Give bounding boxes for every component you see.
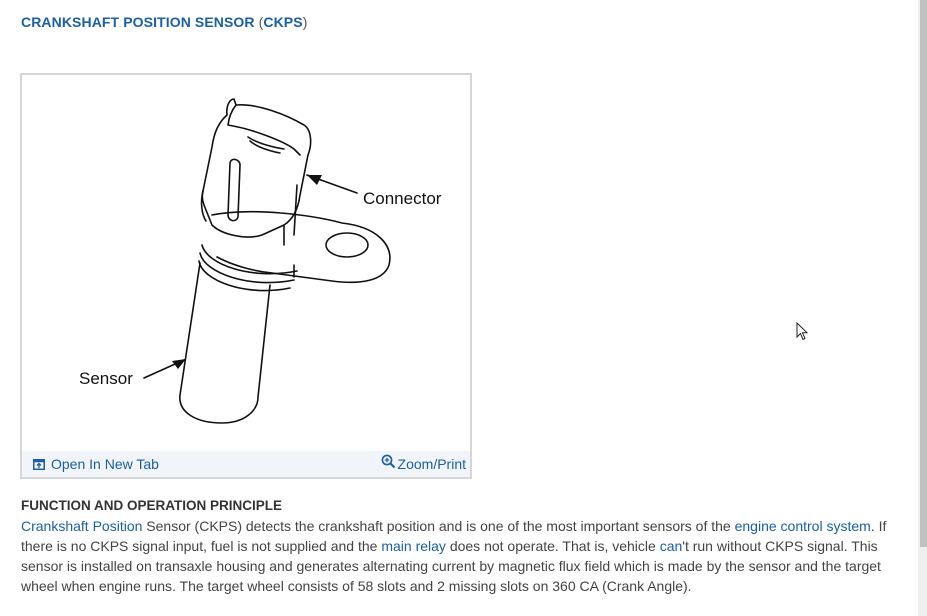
paragraph-text-3: does not operate. That is, vehicle (445, 538, 660, 554)
paragraph-text-2: . If there is no CKPS signal input, fuel is not supplied and the (21, 518, 887, 554)
zoom-in-icon (381, 454, 396, 469)
link-engine-control-system[interactable]: engine control system (734, 518, 871, 534)
link-can[interactable]: can (659, 538, 683, 554)
figure-box (20, 73, 472, 479)
zoom-print-label: Zoom/Print (397, 456, 466, 472)
vertical-scrollbar[interactable] (918, 0, 927, 616)
section-heading: FUNCTION AND OPERATION PRINCIPLE (21, 498, 283, 513)
open-in-new-tab-button[interactable] (33, 456, 159, 472)
link-crankshaft-position[interactable]: Crankshaft Position (21, 518, 143, 534)
paragraph-text-1: Sensor (CKPS) detects the crankshaft position and is one of the most important sensors of the (142, 518, 735, 534)
zoom-print-button[interactable] (381, 452, 466, 472)
title-open-paren: ( (254, 14, 264, 30)
scrollbar-thumb[interactable] (920, 0, 927, 547)
title-link-crankshaft-position-sensor[interactable]: CRANKSHAFT POSITION SENSOR (21, 14, 255, 30)
title-link-ckps[interactable]: CKPS (263, 14, 303, 30)
open-in-new-tab-label: Open In New Tab (51, 456, 159, 472)
sensor-label: Sensor (79, 369, 133, 388)
link-main-relay[interactable]: main relay (381, 538, 446, 554)
function-paragraph (21, 516, 906, 596)
page-title (21, 14, 307, 30)
crankshaft-sensor-diagram[interactable] (22, 75, 470, 451)
figure-footer (22, 451, 470, 477)
connector-label: Connector (363, 189, 442, 208)
title-close-paren: ) (302, 14, 308, 30)
paragraph-text-4: 't run without CKPS signal. This sensor is installed on transaxle housing and generates alternating current by magnetic flux field which is made by the sensor and the target wheel when engine runs. The target wheel consists of 58 slots and 2 missing slots on 360 CA (Crank Angle). (21, 538, 881, 594)
open-in-new-tab-icon (33, 459, 45, 470)
